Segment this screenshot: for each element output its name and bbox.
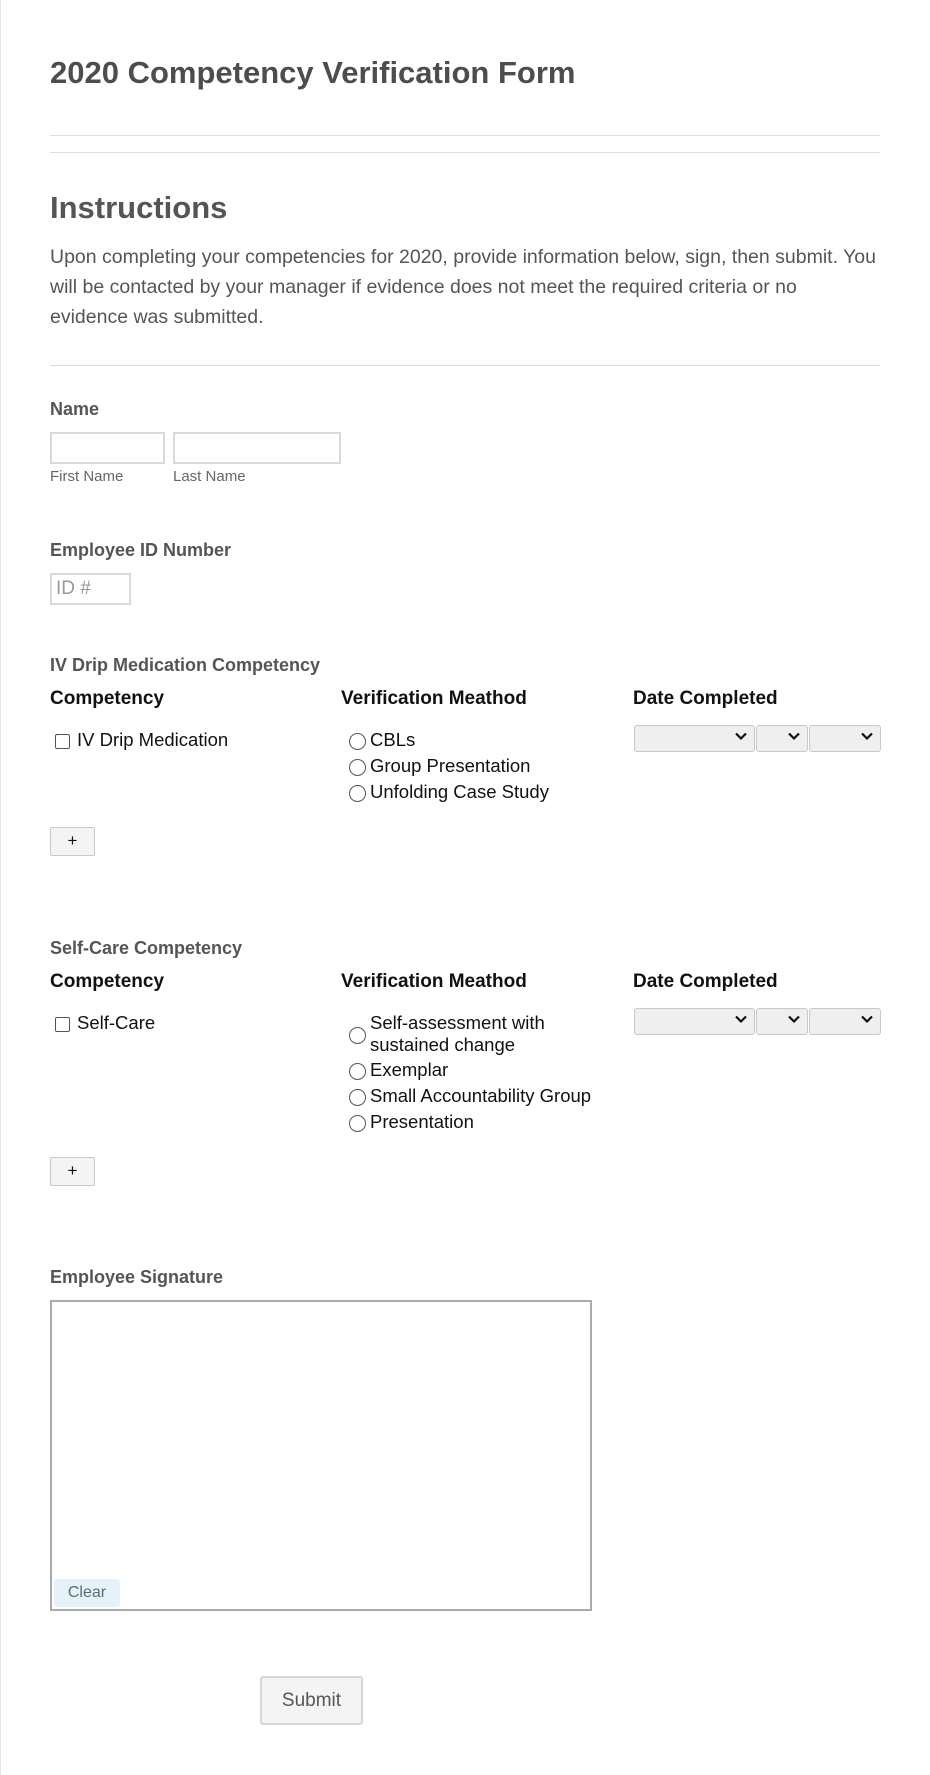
chevron-down-icon xyxy=(734,1012,748,1026)
employee-id-label: Employee ID Number xyxy=(50,540,232,560)
instructions-heading: Instructions xyxy=(50,190,228,225)
self-care-method-radio-presentation[interactable] xyxy=(349,1115,366,1132)
iv-drip-method-radio-group-presentation[interactable] xyxy=(349,759,366,776)
iv-drip-col-competency: Competency xyxy=(50,688,165,709)
instructions-divider xyxy=(50,365,880,366)
self-care-competency-label: Self-Care xyxy=(77,1012,156,1033)
last-name-input[interactable] xyxy=(173,432,341,464)
chevron-down-icon xyxy=(860,1012,874,1026)
self-care-method-radio-self-assessment[interactable] xyxy=(349,1027,366,1044)
form-title: 2020 Competency Verification Form xyxy=(50,55,576,90)
self-care-col-method: Verification Meathod xyxy=(341,971,527,992)
first-name-input[interactable] xyxy=(50,432,165,464)
iv-drip-col-date: Date Completed xyxy=(633,688,778,709)
iv-drip-method-radio-unfolding-case-study[interactable] xyxy=(349,785,366,802)
self-care-method-label: Presentation xyxy=(370,1111,474,1132)
iv-drip-method-label: Unfolding Case Study xyxy=(370,781,549,802)
employee-id-input[interactable] xyxy=(50,573,131,605)
self-care-date-year-select[interactable] xyxy=(809,1008,881,1035)
iv-drip-competency-label: IV Drip Medication xyxy=(77,729,229,750)
self-care-method-label: Exemplar xyxy=(370,1059,449,1080)
self-care-add-row-button[interactable]: + xyxy=(50,1157,95,1186)
title-divider-2 xyxy=(50,152,880,153)
first-name-sublabel: First Name xyxy=(50,468,124,485)
self-care-method-radio-small-accountability-group[interactable] xyxy=(349,1089,366,1106)
self-care-date-day-select[interactable] xyxy=(756,1008,808,1035)
iv-drip-section-label: IV Drip Medication Competency xyxy=(50,655,321,675)
chevron-down-icon xyxy=(787,729,801,743)
chevron-down-icon xyxy=(734,729,748,743)
signature-clear-button[interactable]: Clear xyxy=(54,1579,120,1607)
iv-drip-method-radio-cbls[interactable] xyxy=(349,733,366,750)
submit-button[interactable]: Submit xyxy=(260,1676,363,1725)
self-care-method-radio-exemplar[interactable] xyxy=(349,1063,366,1080)
self-care-competency-checkbox[interactable] xyxy=(55,1017,70,1032)
iv-drip-competency-checkbox[interactable] xyxy=(55,734,70,749)
self-care-method-label: Small Accountability Group xyxy=(370,1085,592,1106)
self-care-col-competency: Competency xyxy=(50,971,165,992)
self-care-section-label: Self-Care Competency xyxy=(50,938,243,958)
iv-drip-method-label: CBLs xyxy=(370,729,416,750)
signature-label: Employee Signature xyxy=(50,1267,224,1287)
signature-pad[interactable] xyxy=(50,1300,592,1611)
chevron-down-icon xyxy=(860,729,874,743)
iv-drip-date-month-select[interactable] xyxy=(634,725,755,752)
iv-drip-col-method: Verification Meathod xyxy=(341,688,527,709)
name-label: Name xyxy=(50,399,100,419)
page-left-border xyxy=(0,0,1,1775)
last-name-sublabel: Last Name xyxy=(173,468,246,485)
title-divider xyxy=(50,135,880,136)
iv-drip-date-year-select[interactable] xyxy=(809,725,881,752)
instructions-text: Upon completing your competencies for 2020, provide information below, sign, then submit. You will be contacted by your manager if evidence does not meet the required criteria or no evidence was submitted. xyxy=(50,246,876,328)
self-care-date-month-select[interactable] xyxy=(634,1008,755,1035)
employee-id-placeholder: ID # xyxy=(56,578,91,599)
chevron-down-icon xyxy=(787,1012,801,1026)
iv-drip-add-row-button[interactable]: + xyxy=(50,827,95,856)
self-care-col-date: Date Completed xyxy=(633,971,778,992)
iv-drip-date-day-select[interactable] xyxy=(756,725,808,752)
iv-drip-method-label: Group Presentation xyxy=(370,755,531,776)
self-care-method-label: Self-assessment with sustained change xyxy=(370,1012,545,1055)
